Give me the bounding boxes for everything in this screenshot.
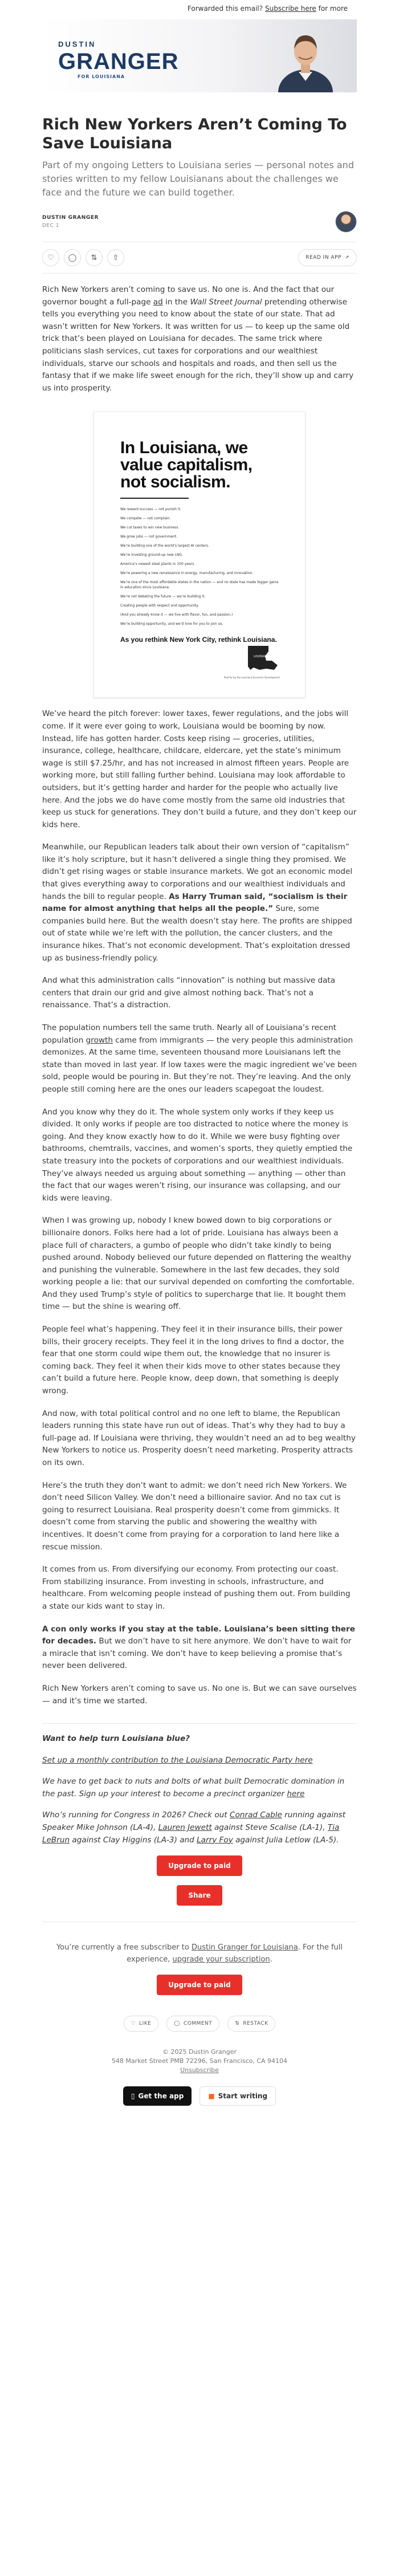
comment-icon: ◯ bbox=[174, 2021, 180, 2027]
get-app-button[interactable]: ▯ Get the app bbox=[123, 2086, 192, 2106]
post-body bbox=[42, 284, 357, 1707]
share-icon[interactable]: ⇧ bbox=[107, 249, 124, 266]
like-button[interactable]: ♡ LIKE bbox=[124, 2016, 159, 2032]
ad-line-text: We cut taxes to win new business. bbox=[120, 526, 180, 530]
read-in-app-label: READ IN APP bbox=[306, 255, 341, 261]
post-date: DEC 1 bbox=[42, 223, 59, 229]
ad-line-text: We compete — not complain. bbox=[120, 516, 171, 521]
comment-button[interactable]: ◯ COMMENT bbox=[166, 2016, 219, 2032]
forward-text: Forwarded this email? bbox=[187, 5, 263, 13]
monthly-contribution-link[interactable]: Set up a monthly contribution to the Louisiana Democratic Party here bbox=[42, 1755, 313, 1765]
paragraph: A con only works if you stay at the table. Louisiana’s been sitting there for decades. But we don’t have to sit here anymore. We don’t have to wait for a miracle that isn’t coming. We don’t have to keep believing a promise that’s never been delivered. bbox=[42, 1624, 355, 1671]
ad-line-text: We’re building one of the world’s largest AI centers. bbox=[120, 544, 209, 548]
author-row bbox=[42, 211, 357, 233]
paragraph: And what this administration calls “innovation” is nothing but massive data centers that drain our grid and give almost nothing back. That’s not a renaissance. That’s a distraction. bbox=[42, 976, 336, 1010]
paragraph: We’ve heard the pitch forever: lower taxes, fewer regulations, and the jobs will come. If it were ever going to work, Louisiana would be booming by now. Instead, life has gotten harder. Costs keep rising — groceries, utilities, insurance, college, healthcare, childcare, eldercare, yet the state’s minimum wage is still $7.25/hr, and has not increased in almost fifteen years. People are working more, but still falling further behind. Louisiana may look affordable to outsiders, but it’s getting harder and harder for the people who actually live here. And the jobs we do have come mostly from the same old industries that keep us stuck for generations. They don’t build a future, and they don’t keep our kids here. bbox=[42, 709, 357, 829]
candidate-link[interactable]: Conrad Cable bbox=[229, 1810, 282, 1820]
candidate-link[interactable]: Lauren Jewett bbox=[158, 1823, 212, 1833]
footer-address bbox=[42, 2048, 357, 2075]
paragraph: Rich New Yorkers aren’t coming to save us. No one is. But we can save ourselves — and it’s time we started. bbox=[42, 1683, 357, 1706]
upgrade-subscription-link[interactable]: upgrade your subscription bbox=[172, 1955, 270, 1964]
ad-line-text: We reward success — not punish it. bbox=[120, 507, 181, 512]
paragraph: It comes from us. From diversifying our economy. From protecting our coast. From stabilizing insurance. From investing in schools, infrastructure, and healthcare. From welcoming people instead of pushing them out. From building a state our kids want to stay in. bbox=[42, 1565, 351, 1611]
ad-headline: In Louisiana, we value capitalism, not socialism. bbox=[120, 438, 253, 492]
candidate-link[interactable]: Tia LeBrun bbox=[42, 1823, 340, 1845]
author-avatar[interactable] bbox=[335, 211, 357, 233]
candidate-photo bbox=[278, 26, 333, 92]
ad-line-text: We grow jobs — not government. bbox=[120, 535, 178, 539]
upgrade-button[interactable]: Upgrade to paid bbox=[157, 1855, 242, 1876]
louisiana-map-icon bbox=[246, 644, 280, 672]
paragraph: And you know why they do it. The whole system only works if they keep us divided. It only works if people are too distracted to notice where the money is going. And they know exactly how to do it. While we were busy fighting over bathrooms, chemtrails, vaccines, and women’s sports, they quietly emptied the state treasury into the pockets of corporations and our wealthiest individuals. They’ve always needed us arguing about something — anything — other than the fact that our wages weren’t rising, our insurance was collapsing, and our kids were leaving. bbox=[42, 1107, 353, 1203]
subscribe-link[interactable]: Subscribe here bbox=[264, 5, 316, 13]
forward-suffix: for more bbox=[316, 5, 348, 13]
paragraph: And now, with total political control and no one left to blame, the Republican leaders running this state have run out of ideas. That’s why they had to buy a full-page ad. If Louisiana were thriving, they wouldn’t need an ad to beg wealthy New Yorkers to notice us. Prosperity doesn’t need marketing. Prosperity attracts on its own. bbox=[42, 1409, 356, 1467]
external-link-icon: ↗ bbox=[344, 255, 349, 261]
ad-line-text: We’re not debating the future — we’re building it. bbox=[120, 595, 206, 599]
footer-actions bbox=[42, 2016, 357, 2032]
post-subtitle: Part of my ongoing Letters to Louisiana series — personal notes and stories written to my fellow Louisianans about the challenges we face and the future we can build together. bbox=[42, 160, 354, 198]
subscription-note: You’re currently a free subscriber to Dustin Granger for Louisiana. For the full experience, upgrade your subscription. bbox=[56, 1943, 343, 1964]
upgrade-button-footer[interactable]: Upgrade to paid bbox=[157, 1975, 242, 1995]
ad-image[interactable] bbox=[93, 412, 306, 698]
cta-line: Who’s running for Congress in 2026? Check out Conrad Cable running against Speaker Mike Johnson (LA-4), Lauren Jewett against Steve Scalise (LA-1), Tia LeBrun against Clay Higgins (LA-3) and Larry Foy against Julia Letlow (LA-5). bbox=[42, 1810, 346, 1845]
ad-line-text: America’s newest steel plants in 100 years. bbox=[120, 562, 196, 567]
substack-logo-icon: ■ bbox=[208, 2092, 215, 2101]
start-writing-button[interactable]: ■ Start writing bbox=[199, 2086, 276, 2106]
ad-line-text: (And you already know it — we live with flavor, fun, and passion.) bbox=[120, 613, 233, 617]
ad-line-text: We’re powering a new renaissance in energy, manufacturing, and innovation. bbox=[120, 571, 254, 576]
paragraph: Here’s the truth they don’t want to admit: we don’t need rich New Yorkers. We don’t need Silicon Valley. We don’t need a billionaire savior. And no tax cut is going to resurrect Louisiana. Real prosperity doesn’t come from gimmicks. It doesn’t come from starving the public and showering the wealthy with incentives. It doesn’t come from praying for a corporation to land here like a rescue mission. bbox=[42, 1480, 347, 1552]
restack-icon: ⇅ bbox=[235, 2021, 240, 2027]
cta-line bbox=[42, 1755, 357, 1767]
footer-buttons bbox=[42, 2086, 357, 2106]
cta-section bbox=[42, 1733, 357, 1906]
like-icon[interactable]: ♡ bbox=[42, 249, 59, 266]
cta-line: We have to get back to nuts and bolts of what built Democratic domination in the past. Sign up your interest to become a precinct organizer here bbox=[42, 1777, 345, 1798]
paragraph: Rich New Yorkers aren’t coming to save us. No one is. And the fact that our governor bought a full-page ad in the Wall Street Journal pretending otherwise tells you everything you need to know about the state of our state. That ad wasn’t written for New Yorkers. It was written for us — to keep up the same old trick that’s been played on Louisiana for decades. The same trick where politicians slash services, cut taxes for corporations and our wealthiest individuals, starve our schools and hospitals and roads, and then sell us the fantasy that if we make life sweet enough for the rich, they’ll show up and carry us into prosperity. bbox=[42, 285, 354, 393]
post-action-bar bbox=[42, 242, 357, 274]
ad-link[interactable]: ad bbox=[153, 297, 163, 307]
post-title: Rich New Yorkers Aren’t Coming To Save Louisiana bbox=[42, 116, 347, 152]
read-in-app-button[interactable] bbox=[298, 249, 357, 266]
ad-line-text: We’re one of the most affordable states in the nation — and no state has made bigger gains in education since Louisiana. bbox=[120, 580, 279, 590]
paragraph: People feel what’s happening. They feel it in their insurance bills, their power bills, their grocery receipts. They feel it in the long drives to find a doctor, the fear that one storm could wipe them out, the knowledge that no insurer is coming back. They feel it when their kids move to other states because they can’t build a future here. People know, deep down, that something is deeply wrong. bbox=[42, 1325, 344, 1396]
paragraph: The population numbers tell the same truth. Nearly all of Louisiana’s recent population growth came from immigrants — the very people this administration demonizes. At the same time, seventeen thousand more Louisianans left the state than moved in last year. If low taxes were the magic ingredient we’ve been sold, people would be pouring in. But they’re not. They’re leaving. And the only people still coming here are the ones our leaders scapegoat the loudest. bbox=[42, 1023, 357, 1094]
paragraph: When I was growing up, nobody I knew bowed down to big corporations or billionaire donors. Folks here had a lot of pride. Louisiana has always been a place full of characters, a gumbo of people who didn’t take kindly to being pushed around. Nobody believed our future depended on flattering the wealthy and punishing the vulnerable. Somewhere in the last few decades, they sold working people a lie: that our survival depended on comforting the comfortable. And they used Trump’s style of politics to supercharge that lie. It bought them time — but the shine is wearing off. bbox=[42, 1216, 355, 1312]
publication-link[interactable]: Dustin Granger for Louisiana bbox=[191, 1943, 298, 1952]
forward-bar bbox=[0, 0, 399, 19]
ad-line-text: We’re investing ground-up new LNG. bbox=[120, 553, 184, 557]
logo-tagline: FOR LOUISIANA bbox=[78, 74, 125, 79]
paragraph: Meanwhile, our Republican leaders talk about their own version of “capitalism” like it’s holy scripture, but it hasn’t delivered a single thing they promised. We didn’t get rising wages or stable insurance markets. We got an economic model that gives everything away to corporations and our wealthiest individuals and hands the bill to regular people. As Harry Truman said, “socialism is their name for almost anything that helps all the people.” Sure, some companies build here. But the wealth doesn’t stay here. The profits are shipped out of state while we’re left with the pollution, the cancer clusters, and the insurance hikes. That’s not economic development. That’s exploitation dressed up as business-friendly policy. bbox=[42, 843, 353, 963]
precinct-organizer-link[interactable]: here bbox=[287, 1789, 305, 1798]
share-button[interactable]: Share bbox=[177, 1885, 222, 1906]
candidate-link[interactable]: Larry Foy bbox=[197, 1835, 233, 1845]
section-divider bbox=[42, 1723, 357, 1724]
growth-link[interactable]: growth bbox=[85, 1035, 113, 1045]
ad-line-text: We’re building opportunity, and we’d love for you to join us. bbox=[120, 622, 223, 626]
ad-line-text: Creating people with respect and opportunity. bbox=[120, 604, 199, 608]
logo-last-name: GRANGER bbox=[58, 49, 179, 74]
cta-question: Want to help turn Louisiana blue? bbox=[42, 1734, 190, 1744]
ad-body bbox=[120, 507, 279, 626]
ad-cta: As you rethink New York City, rethink Louisiana. bbox=[120, 636, 277, 644]
ad-divider bbox=[120, 498, 189, 499]
map-label: LOUISIANA bbox=[254, 655, 269, 659]
logo-first-name: DUSTIN bbox=[58, 40, 96, 48]
header-banner[interactable] bbox=[42, 19, 357, 92]
like-icon: ♡ bbox=[131, 2021, 136, 2027]
unsubscribe-link[interactable]: Unsubscribe bbox=[180, 2066, 219, 2074]
phone-icon: ▯ bbox=[131, 2092, 135, 2101]
restack-button[interactable]: ⇅ RESTACK bbox=[227, 2016, 275, 2032]
restack-icon[interactable]: ⇅ bbox=[85, 249, 103, 266]
author-name[interactable]: DUSTIN GRANGER bbox=[42, 215, 99, 221]
ad-footer: Paid for by the Louisiana Economic Development bbox=[223, 676, 280, 679]
postal-address: 548 Market Street PMB 72296, San Francisco, CA 94104 bbox=[111, 2057, 288, 2065]
comment-icon[interactable]: ◯ bbox=[64, 249, 81, 266]
copyright: © 2025 Dustin Granger bbox=[162, 2048, 237, 2056]
